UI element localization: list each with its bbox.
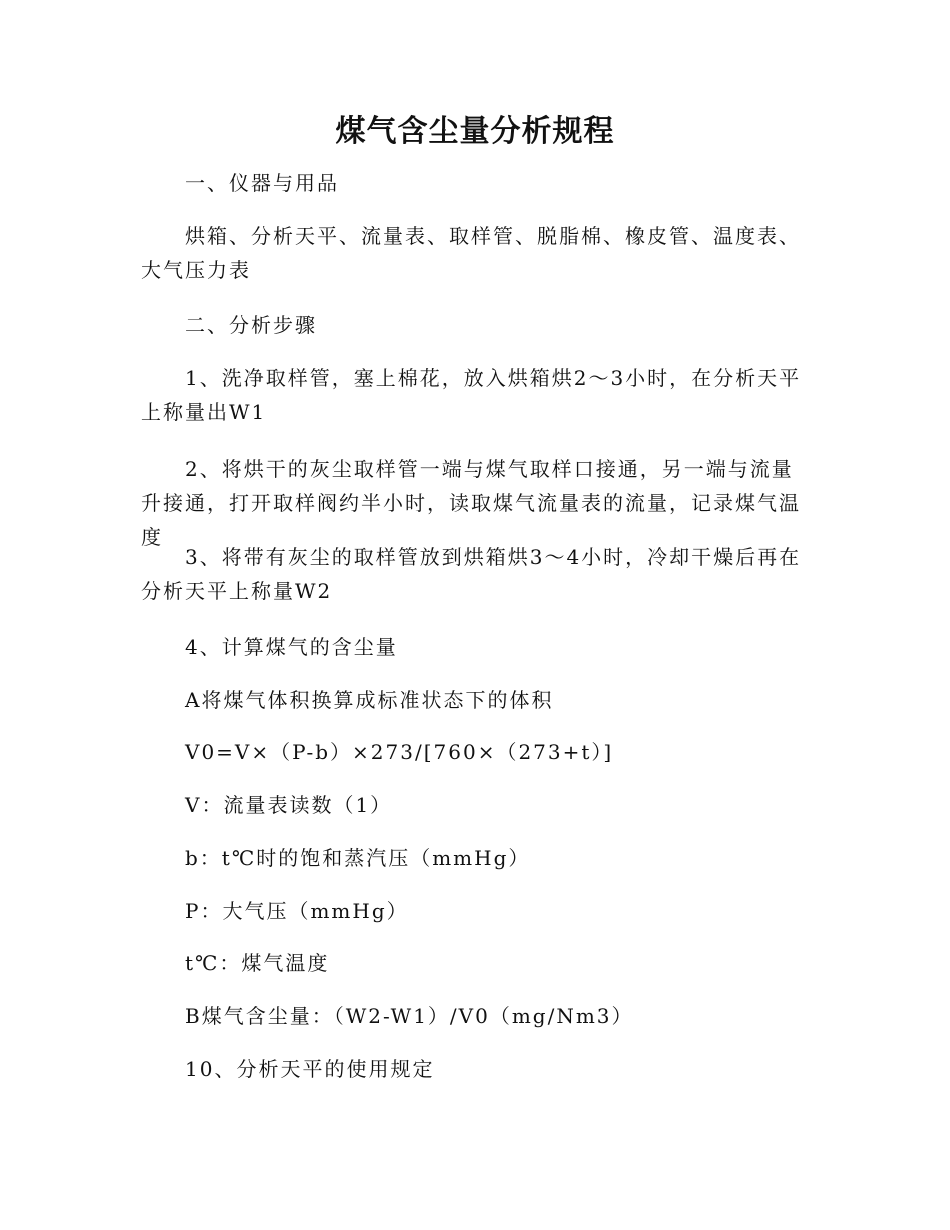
formula-dust-content: B煤气含尘量：（W2-W1）/V0（mg/Nm3） bbox=[185, 1004, 634, 1028]
paragraph-step-2: 2、将烘干的灰尘取样管一端与煤气取样口接通，另一端与流量升接通，打开取样阀约半小时，读取煤气流量表的流量，记录煤气温度 bbox=[141, 457, 801, 549]
definition-v: V：流量表读数（1） bbox=[185, 793, 393, 817]
paragraph-step-1: 1、洗净取样管，塞上棉花，放入烘箱烘2～3小时，在分析天平上称量出W1 bbox=[141, 366, 802, 424]
definition-p: P：大气压（mmHg） bbox=[185, 899, 409, 923]
paragraph-step-a: A将煤气体积换算成标准状态下的体积 bbox=[185, 688, 554, 712]
paragraph-instrument-list: 烘箱、分析天平、流量表、取样管、脱脂棉、橡皮管、温度表、大气压力表 bbox=[141, 224, 801, 282]
definition-b: b：t℃时的饱和蒸汽压（mmHg） bbox=[185, 846, 531, 870]
definition-t: t℃：煤气温度 bbox=[185, 951, 330, 975]
paragraph-step-3: 3、将带有灰尘的取样管放到烘箱烘3～4小时，冷却干燥后再在分析天平上称量W2 bbox=[141, 545, 802, 603]
section-heading-steps: 二、分析步骤 bbox=[185, 313, 317, 337]
section-heading-instruments: 一、仪器与用品 bbox=[185, 171, 339, 195]
formula-v0: V0=V×（P-b）×273/[760×（273+t）] bbox=[185, 740, 614, 764]
paragraph-step-4: 4、计算煤气的含尘量 bbox=[185, 635, 398, 659]
section-heading-balance-rules: 10、分析天平的使用规定 bbox=[185, 1057, 435, 1081]
document-title: 煤气含尘量分析规程 bbox=[335, 114, 615, 149]
